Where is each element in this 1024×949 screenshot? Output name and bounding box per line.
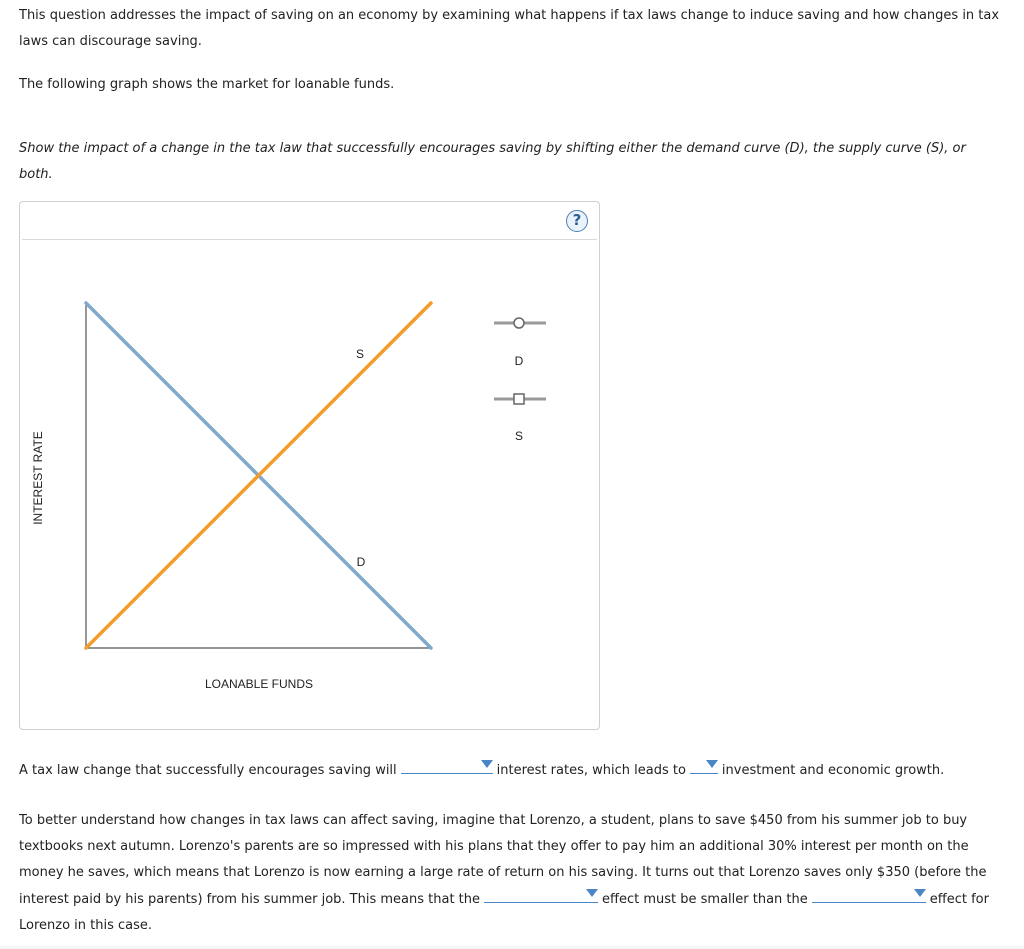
chevron-down-icon (914, 889, 926, 897)
palette-supply-tool[interactable] (494, 394, 546, 443)
investment-dropdown[interactable] (690, 757, 718, 774)
supply-curve-label: S (355, 347, 365, 361)
interest-rate-dropdown[interactable] (401, 757, 493, 774)
x-axis-label: LOANABLE FUNDS (204, 677, 314, 691)
palette-supply-label: S (514, 429, 524, 443)
help-icon[interactable]: ? (566, 210, 588, 232)
sentence-question-1: A tax law change that successfully encourages saving will interest rates, which leads to investment and economic growth. (19, 757, 1004, 784)
demand-curve-label: D (356, 555, 366, 569)
intro-text: This question addresses the impact of saving on an economy by examining what happens if tax laws change to induce saving and how changes in tax laws can discourage saving. (19, 8, 1000, 49)
first-effect-dropdown[interactable] (484, 886, 598, 903)
palette-demand-tool[interactable] (494, 318, 546, 368)
graph-intro-text: The following graph shows the market for loanable funds. (19, 77, 395, 92)
chevron-down-icon (706, 760, 718, 768)
lorenzo-paragraph: To better understand how changes in tax laws can affect saving, imagine that Lorenzo, a student, plans to save $450 from his summer job to buy textbooks next autumn. Lorenzo's parents are so impressed with his plans that they offer to pay him an additional 30% interest per month on the money he saves, which means that Lorenzo is now earning a large rate of return on his saving. It turns out that Lorenzo saves only $350 (before the interest paid by his parents) from his summer job. This means that the effect must be smaller than the effect for Lorenzo in this case. (19, 813, 989, 933)
palette-demand-label: D (514, 354, 524, 368)
chevron-down-icon (586, 889, 598, 897)
instruction-text: Show the impact of a change in the tax law that successfully encourages saving by shifting either the demand curve (D), the supply curve (S), or both. (19, 141, 966, 182)
circle-marker-icon (514, 318, 524, 328)
chevron-down-icon (481, 760, 493, 768)
square-marker-icon (514, 394, 524, 404)
y-axis-label: INTEREST RATE (31, 431, 45, 525)
second-effect-dropdown[interactable] (812, 886, 926, 903)
